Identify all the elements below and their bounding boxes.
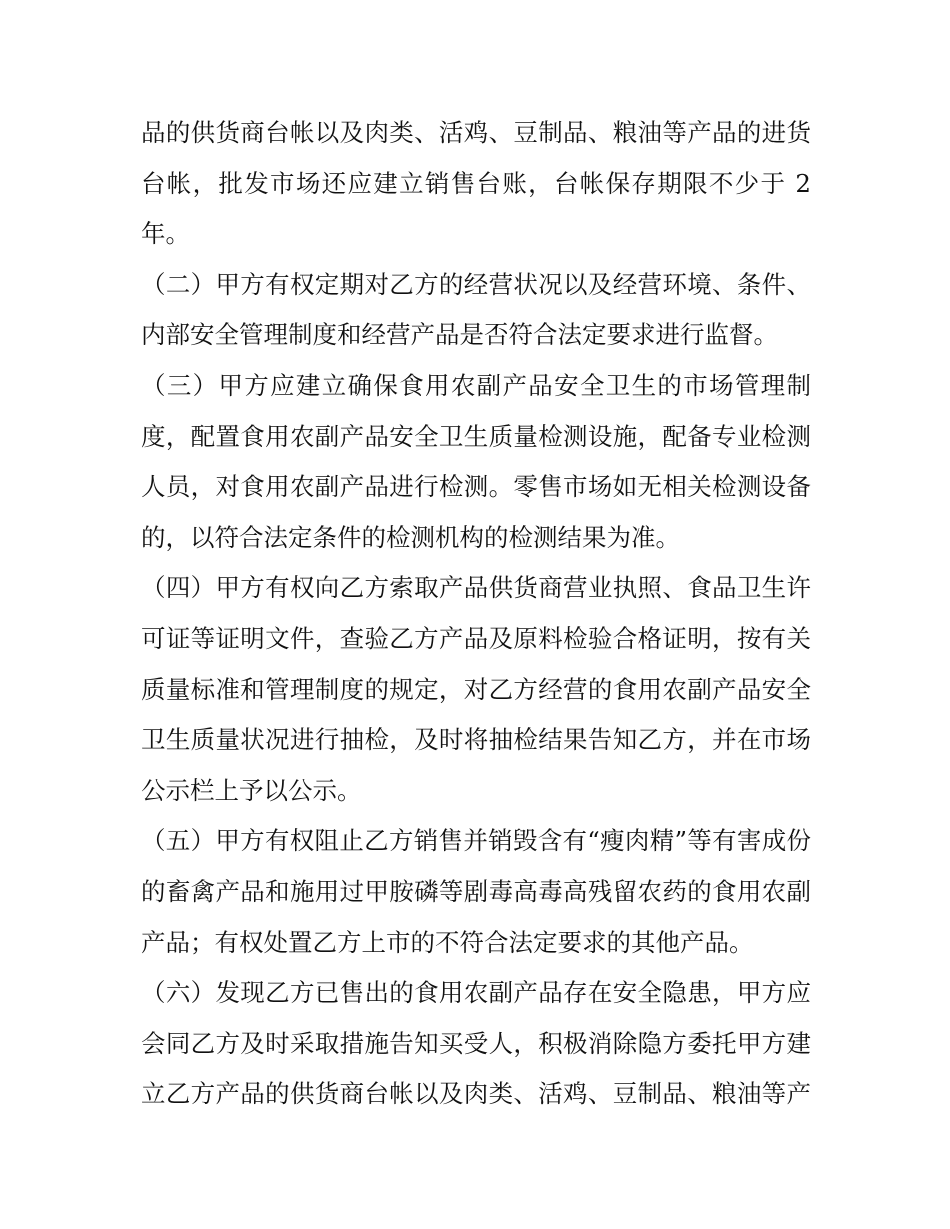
text-line: 年。 (141, 219, 190, 249)
text-line: 的畜禽产品和施用过甲胺磷等剧毒高毒高残留农药的食用农副 (141, 876, 811, 906)
text-line: （三）甲方应建立确保食用农副产品安全卫生的市场管理制 (141, 370, 811, 400)
text-line: 度，配置食用农副产品安全卫生质量检测设施，配备专业检测 (141, 421, 811, 451)
paragraph-clause-5 (141, 816, 811, 968)
paragraph-clause-2 (141, 260, 811, 361)
text-line: 质量标准和管理制度的规定，对乙方经营的食用农副产品安全 (141, 674, 811, 704)
text-line: 产品；有权处置乙方上市的不符合法定要求的其他产品。 (141, 927, 754, 957)
paragraph-clause-4 (141, 563, 811, 816)
text-line: 立乙方产品的供货商台帐以及肉类、活鸡、豆制品、粮油等产 (141, 1079, 811, 1109)
paragraph-clause-6 (141, 968, 811, 1120)
text-line: （二）甲方有权定期对乙方的经营状况以及经营环境、条件、 (141, 269, 811, 299)
paragraph-clause-3 (141, 361, 811, 563)
text-line: 内部安全管理制度和经营产品是否符合法定要求进行监督。 (141, 320, 778, 350)
text-line: 可证等证明文件，查验乙方产品及原料检验合格证明，按有关 (141, 623, 811, 653)
text-line: 会同乙方及时采取措施告知买受人，积极消除隐方委托甲方建 (141, 1028, 811, 1058)
text-line: （四）甲方有权向乙方索取产品供货商营业执照、食品卫生许 (141, 573, 811, 603)
text-line: （五）甲方有权阻止乙方销售并销毁含有“瘦肉精”等有害成份 (141, 826, 811, 856)
document-body (141, 108, 811, 1120)
paragraph-intro (141, 108, 811, 260)
text-line: 台帐，批发市场还应建立销售台账，台帐保存期限不少于 2 (141, 168, 811, 198)
text-line: （六）发现乙方已售出的食用农副产品存在安全隐患，甲方应 (141, 978, 811, 1008)
text-line: 公示栏上予以公示。 (141, 775, 362, 805)
text-line: 品的供货商台帐以及肉类、活鸡、豆制品、粮油等产品的进货 (141, 118, 811, 147)
text-line: 卫生质量状况进行抽检，及时将抽检结果告知乙方，并在市场 (141, 725, 811, 755)
text-line: 的，以符合法定条件的检测机构的检测结果为准。 (141, 522, 680, 552)
text-line: 人员，对食用农副产品进行检测。零售市场如无相关检测设备 (141, 472, 811, 502)
